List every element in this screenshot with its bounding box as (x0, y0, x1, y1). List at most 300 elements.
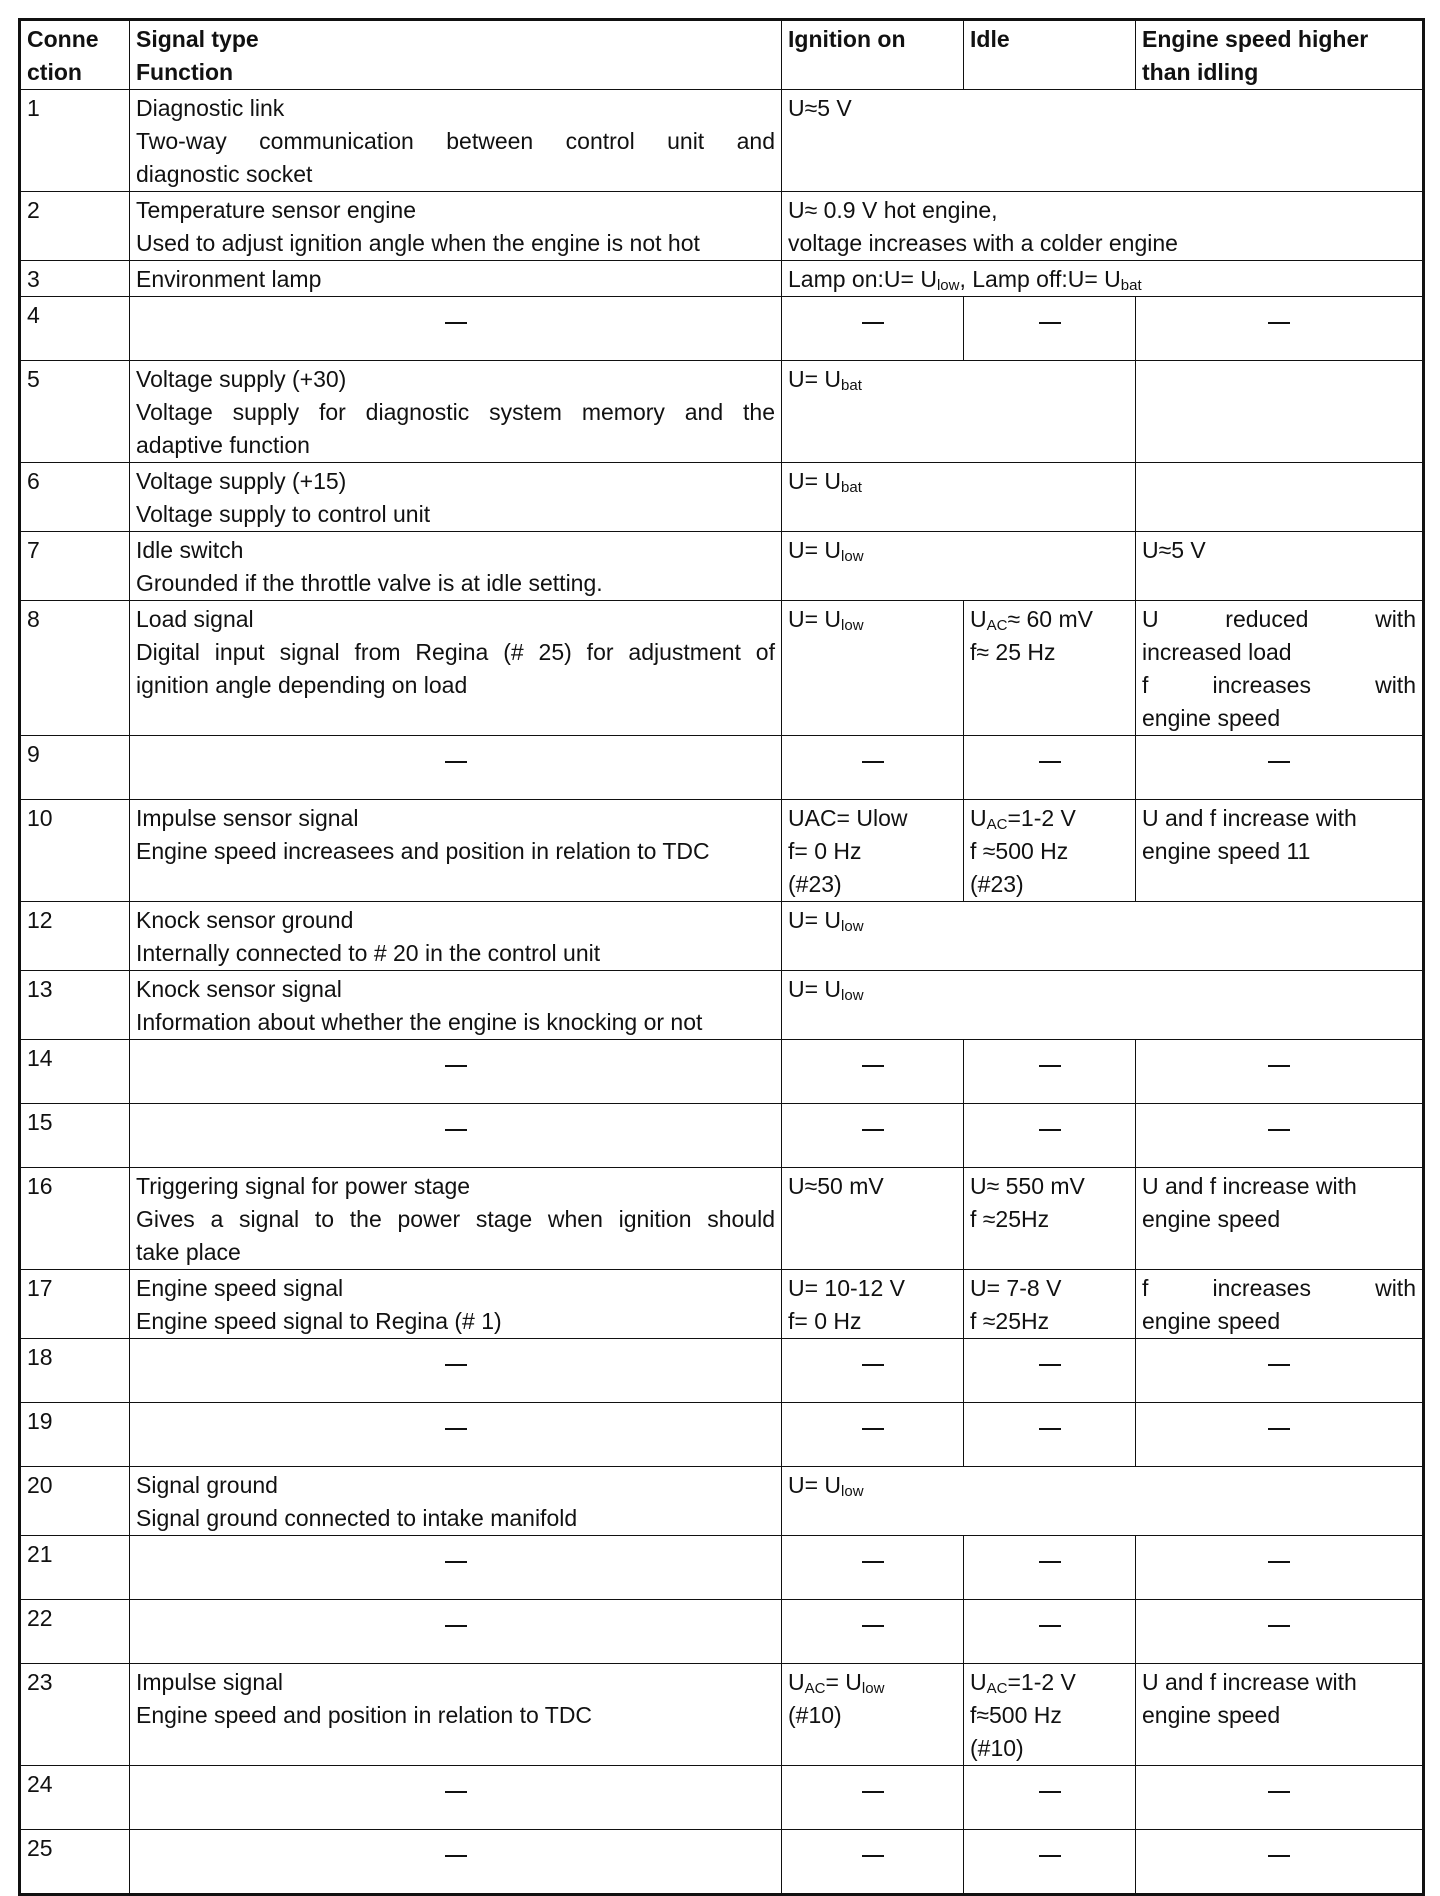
table-row (20, 532, 1424, 601)
value-text: U and f increase with (1142, 1173, 1357, 1199)
table-row (20, 736, 1424, 800)
value-text: U= U (788, 366, 842, 392)
table-header-row (20, 20, 1424, 90)
dash-holder (136, 1341, 775, 1369)
signal-empty (130, 1766, 782, 1830)
value-text: U (970, 606, 987, 632)
signal-type: Triggering signal for power stage (136, 1173, 471, 1199)
idle-empty (964, 1339, 1136, 1403)
header-connection: Conne ction (20, 20, 130, 90)
dash-holder (136, 1405, 775, 1433)
dash-holder (1142, 1768, 1416, 1796)
dash-holder (788, 299, 957, 327)
signal-function-cell (130, 463, 782, 532)
dash-mark (1268, 1065, 1290, 1067)
value-text: Lamp on:U= U (788, 266, 937, 292)
signal-type: Temperature sensor engine (136, 197, 416, 223)
subscript: low (861, 1680, 885, 1697)
ignition-empty (782, 1766, 964, 1830)
signal-function-cell (130, 902, 782, 971)
signal-type: Engine speed signal (136, 1275, 344, 1301)
empty-dash (788, 327, 957, 360)
dash-mark (862, 1791, 884, 1793)
function-text: Internally connected to # 20 in the control unit (136, 940, 601, 966)
value-line (788, 363, 1129, 396)
empty-dash (1142, 1860, 1416, 1893)
ignition-on-value (782, 1664, 964, 1766)
high-speed-value (1136, 800, 1424, 902)
dash-mark (862, 1065, 884, 1067)
value-text: engine speed (1142, 705, 1281, 731)
idle-value (964, 1664, 1136, 1766)
value-text: U and f increase with (1142, 1669, 1357, 1695)
empty-dash (136, 1566, 775, 1599)
dash-holder (970, 1106, 1129, 1134)
dash-holder (970, 738, 1129, 766)
signal-empty (130, 1600, 782, 1664)
value-text: (#10) (788, 1702, 842, 1728)
value-text: =1-2 V (1007, 805, 1076, 831)
dash-mark (445, 1065, 467, 1067)
connection-number: 10 (20, 800, 130, 902)
connection-number: 15 (20, 1104, 130, 1168)
dash-mark (1039, 1561, 1061, 1563)
connection-number: 23 (20, 1664, 130, 1766)
table-row (20, 1830, 1424, 1895)
value-text: U= U (788, 537, 842, 563)
connection-number: 7 (20, 532, 130, 601)
connection-number: 25 (20, 1830, 130, 1895)
dash-holder (1142, 1538, 1416, 1566)
subscript: bat (1120, 277, 1142, 294)
value-text: U (788, 1669, 805, 1695)
value-text: U= U (788, 907, 842, 933)
table-row (20, 1270, 1424, 1339)
empty-dash (136, 1860, 775, 1893)
dash-holder (136, 299, 775, 327)
table-row (20, 261, 1424, 297)
function-text: Two-way communication between control unit and (136, 128, 775, 154)
signal-function-cell (130, 532, 782, 601)
dash-mark (1268, 322, 1290, 324)
value-text: f≈ 25 Hz (970, 639, 1056, 665)
table-row (20, 1664, 1424, 1766)
subscript: low (841, 1483, 864, 1500)
idle-empty (964, 297, 1136, 361)
table-row (20, 1040, 1424, 1104)
idle-empty (964, 1830, 1136, 1895)
dash-mark (1039, 1129, 1061, 1131)
empty-dash (1142, 1134, 1416, 1167)
table-body (20, 90, 1424, 1895)
signal-empty (130, 736, 782, 800)
connection-number: 22 (20, 1600, 130, 1664)
empty-dash (1142, 1369, 1416, 1402)
dash-mark (1268, 1129, 1290, 1131)
dash-mark (862, 1364, 884, 1366)
table-row (20, 1104, 1424, 1168)
signal-function-cell (130, 800, 782, 902)
value-text: (#23) (788, 871, 842, 897)
connection-number: 5 (20, 361, 130, 463)
empty-dash (788, 1796, 957, 1829)
signal-type: Knock sensor signal (136, 976, 342, 1002)
dash-mark (1268, 1428, 1290, 1430)
value-text: engine speed 11 (1142, 838, 1311, 864)
subscript: AC (986, 816, 1008, 833)
dash-mark (445, 1561, 467, 1563)
dash-mark (862, 322, 884, 324)
value-text: ≈ 60 mV (1007, 606, 1093, 632)
table-row (20, 1467, 1424, 1536)
dash-mark (1268, 1791, 1290, 1793)
dash-mark (1268, 1561, 1290, 1563)
signal-type: Impulse signal (136, 1669, 284, 1695)
idle-empty (964, 1403, 1136, 1467)
dash-mark (1039, 1065, 1061, 1067)
dash-mark (445, 1129, 467, 1131)
dash-mark (445, 1855, 467, 1857)
signal-type: Diagnostic link (136, 95, 285, 121)
value-text: f= 0 Hz (788, 1308, 862, 1334)
signal-type: Voltage supply (+30) (136, 366, 347, 392)
dash-mark (862, 1855, 884, 1857)
function-text: Voltage supply to control unit (136, 501, 431, 527)
value-text: U= U (788, 468, 842, 494)
dash-mark (1268, 1625, 1290, 1627)
value-text: U reduced with (1142, 606, 1416, 632)
dash-holder (1142, 1405, 1416, 1433)
signal-empty (130, 1830, 782, 1895)
dash-holder (788, 1602, 957, 1630)
ignition-empty (782, 1339, 964, 1403)
high-empty (1136, 1830, 1424, 1895)
empty-dash (136, 766, 775, 799)
value-text: = U (825, 1669, 862, 1695)
dash-holder (1142, 1106, 1416, 1134)
empty-dash (970, 1630, 1129, 1663)
dash-mark (862, 761, 884, 763)
empty-dash (788, 1566, 957, 1599)
table-row (20, 297, 1424, 361)
empty-dash (136, 1630, 775, 1663)
subscript: bat (841, 377, 862, 394)
ignition-empty (782, 1403, 964, 1467)
dash-mark (445, 1428, 467, 1430)
high-speed-value (1136, 601, 1424, 736)
table-row (20, 1600, 1424, 1664)
dash-holder (970, 1341, 1129, 1369)
value-line (788, 263, 1416, 296)
empty-dash (136, 1369, 775, 1402)
value-text: U≈ 550 mV (970, 1173, 1085, 1199)
value-text: U= 10-12 V (788, 1275, 905, 1301)
empty-dash (136, 327, 775, 360)
dash-mark (445, 1791, 467, 1793)
empty-dash (788, 1134, 957, 1167)
high-empty (1136, 297, 1424, 361)
table-row (20, 1339, 1424, 1403)
value-text: (#10) (970, 1735, 1024, 1761)
value-text: U≈5 V (1142, 537, 1206, 563)
dash-holder (970, 1832, 1129, 1860)
signal-function-cell (130, 361, 782, 463)
dash-mark (445, 761, 467, 763)
table-row (20, 361, 1424, 463)
value-line (788, 603, 957, 636)
dash-mark (1039, 1791, 1061, 1793)
idle-empty (964, 1600, 1136, 1664)
dash-mark (1268, 761, 1290, 763)
value-text: UAC= Ulow (788, 805, 908, 831)
ignition-empty (782, 297, 964, 361)
ignition-idle-value-cell (782, 902, 1424, 971)
dash-holder (136, 1768, 775, 1796)
ignition-on-value (782, 800, 964, 902)
dash-holder (970, 299, 1129, 327)
ignition-empty (782, 1104, 964, 1168)
empty-dash (788, 1860, 957, 1893)
empty-dash (136, 1796, 775, 1829)
high-empty (1136, 1403, 1424, 1467)
empty-dash (136, 1134, 775, 1167)
header-idle: Idle (964, 20, 1136, 90)
empty-dash (970, 1134, 1129, 1167)
high-speed-value (1136, 532, 1424, 601)
idle-value (964, 1168, 1136, 1270)
table-row (20, 902, 1424, 971)
value-text: U (970, 805, 987, 831)
dash-mark (1039, 761, 1061, 763)
value-text: f ≈25Hz (970, 1308, 1050, 1334)
value-line (788, 1469, 1416, 1502)
signal-type: Knock sensor ground (136, 907, 354, 933)
empty-dash (788, 766, 957, 799)
function-text: diagnostic socket (136, 161, 313, 187)
value-line (970, 802, 1129, 835)
dash-holder (788, 738, 957, 766)
ignition-idle-value-cell (782, 463, 1136, 532)
signal-type: Voltage supply (+15) (136, 468, 347, 494)
connection-number: 3 (20, 261, 130, 297)
connection-number: 18 (20, 1339, 130, 1403)
empty-dash (970, 1070, 1129, 1103)
table-row (20, 463, 1424, 532)
value-line (970, 603, 1129, 636)
value-text: increased load (1142, 639, 1292, 665)
ignition-empty (782, 1830, 964, 1895)
signal-function-cell (130, 90, 782, 192)
dash-holder (788, 1341, 957, 1369)
subscript: low (841, 548, 864, 565)
value-text: U= U (788, 1472, 842, 1498)
dash-holder (788, 1106, 957, 1134)
connection-number: 6 (20, 463, 130, 532)
signal-type: Idle switch (136, 537, 244, 563)
empty-dash (788, 1433, 957, 1466)
empty-dash (788, 1630, 957, 1663)
table-row (20, 1403, 1424, 1467)
value-text: U≈ 0.9 V hot engine, (788, 197, 998, 223)
high-speed-value (1136, 1168, 1424, 1270)
subscript: low (841, 918, 864, 935)
dash-holder (788, 1538, 957, 1566)
dash-holder (1142, 1042, 1416, 1070)
value-text: U≈5 V (788, 95, 852, 121)
function-text: Grounded if the throttle valve is at idle setting. (136, 570, 603, 596)
dash-mark (1039, 322, 1061, 324)
function-text: Signal ground connected to intake manifold (136, 1505, 578, 1531)
dash-holder (136, 1602, 775, 1630)
function-text: Engine speed signal to Regina (# 1) (136, 1308, 502, 1334)
header-engine-speed-higher: Engine speed higher than idling (1136, 20, 1424, 90)
connection-number: 2 (20, 192, 130, 261)
empty-dash (1142, 1796, 1416, 1829)
dash-mark (862, 1561, 884, 1563)
connection-number: 20 (20, 1467, 130, 1536)
dash-mark (1039, 1428, 1061, 1430)
function-text: take place (136, 1239, 241, 1265)
dash-holder (1142, 738, 1416, 766)
dash-holder (1142, 1832, 1416, 1860)
dash-mark (862, 1625, 884, 1627)
header-ignition-on: Ignition on (782, 20, 964, 90)
table-row (20, 971, 1424, 1040)
dash-holder (970, 1405, 1129, 1433)
value-line (788, 973, 1416, 1006)
ignition-empty (782, 1040, 964, 1104)
signal-type: Environment lamp (136, 266, 322, 292)
dash-holder (1142, 1341, 1416, 1369)
value-text: U= U (788, 976, 842, 1002)
value-text: U≈50 mV (788, 1173, 884, 1199)
header-signal-type-function: Signal type Function (130, 20, 782, 90)
function-text: Used to adjust ignition angle when the engine is not hot (136, 230, 700, 256)
empty-dash (1142, 1566, 1416, 1599)
dash-holder (788, 1768, 957, 1796)
empty-dash (970, 327, 1129, 360)
dash-holder (136, 738, 775, 766)
high-speed-empty (1136, 361, 1424, 463)
empty-dash (970, 1566, 1129, 1599)
signal-function-cell (130, 971, 782, 1040)
dash-holder (136, 1042, 775, 1070)
signal-empty (130, 1339, 782, 1403)
idle-value (964, 601, 1136, 736)
signal-function-cell (130, 261, 782, 297)
empty-dash (1142, 766, 1416, 799)
connection-number: 19 (20, 1403, 130, 1467)
value-text: (#23) (970, 871, 1024, 897)
dash-holder (788, 1405, 957, 1433)
empty-dash (970, 1433, 1129, 1466)
dash-holder (1142, 1602, 1416, 1630)
high-empty (1136, 1600, 1424, 1664)
connection-number: 9 (20, 736, 130, 800)
idle-empty (964, 736, 1136, 800)
table-row (20, 601, 1424, 736)
connection-number: 8 (20, 601, 130, 736)
dash-holder (136, 1538, 775, 1566)
empty-dash (136, 1433, 775, 1466)
dash-holder (970, 1602, 1129, 1630)
high-speed-value (1136, 1270, 1424, 1339)
empty-dash (136, 1070, 775, 1103)
value-span-cell (782, 90, 1424, 192)
signal-type: Signal ground (136, 1472, 278, 1498)
table-row (20, 90, 1424, 192)
value-text: U= 7-8 V (970, 1275, 1062, 1301)
connector-pin-table (18, 18, 1425, 1896)
signal-function-cell (130, 601, 782, 736)
empty-dash (1142, 1433, 1416, 1466)
signal-function-cell (130, 1664, 782, 1766)
dash-holder (136, 1106, 775, 1134)
high-speed-value (1136, 1664, 1424, 1766)
subscript: low (841, 987, 864, 1004)
value-line (788, 534, 1129, 567)
value-text: f increases with (1142, 1275, 1416, 1301)
function-text: Engine speed and position in relation to TDC (136, 1702, 593, 1728)
empty-dash (970, 1860, 1129, 1893)
value-line (788, 904, 1416, 937)
value-text: voltage increases with a colder engine (788, 230, 1178, 256)
signal-function-cell (130, 1467, 782, 1536)
connection-number: 17 (20, 1270, 130, 1339)
value-text: U and f increase with (1142, 805, 1357, 831)
table-row (20, 1168, 1424, 1270)
table-row (20, 192, 1424, 261)
dash-holder (970, 1042, 1129, 1070)
empty-dash (970, 766, 1129, 799)
connection-number: 24 (20, 1766, 130, 1830)
ignition-on-value (782, 601, 964, 736)
subscript: low (841, 617, 864, 634)
dash-mark (445, 1364, 467, 1366)
dash-mark (445, 1625, 467, 1627)
empty-dash (970, 1796, 1129, 1829)
value-line (788, 465, 1129, 498)
empty-dash (1142, 327, 1416, 360)
connection-number: 1 (20, 90, 130, 192)
connection-number: 16 (20, 1168, 130, 1270)
value-text: U= U (788, 606, 842, 632)
signal-empty (130, 1104, 782, 1168)
dash-mark (862, 1129, 884, 1131)
dash-holder (970, 1768, 1129, 1796)
function-text: Engine speed increasees and position in relation to TDC (136, 838, 710, 864)
dash-holder (970, 1538, 1129, 1566)
ignition-empty (782, 1600, 964, 1664)
empty-dash (788, 1369, 957, 1402)
ignition-idle-value-cell (782, 532, 1136, 601)
function-text: Gives a signal to the power stage when ignition should (136, 1206, 775, 1232)
empty-dash (788, 1070, 957, 1103)
connection-number: 4 (20, 297, 130, 361)
dash-holder (788, 1042, 957, 1070)
ignition-idle-value-cell (782, 1467, 1424, 1536)
subscript: AC (986, 617, 1008, 634)
signal-empty (130, 1403, 782, 1467)
table-row (20, 800, 1424, 902)
function-text: Information about whether the engine is knocking or not (136, 1009, 703, 1035)
signal-type: Load signal (136, 606, 254, 632)
value-text: f ≈500 Hz (970, 838, 1069, 864)
dash-holder (136, 1832, 775, 1860)
dash-mark (1039, 1855, 1061, 1857)
value-text: f= 0 Hz (788, 838, 862, 864)
connection-number: 21 (20, 1536, 130, 1600)
